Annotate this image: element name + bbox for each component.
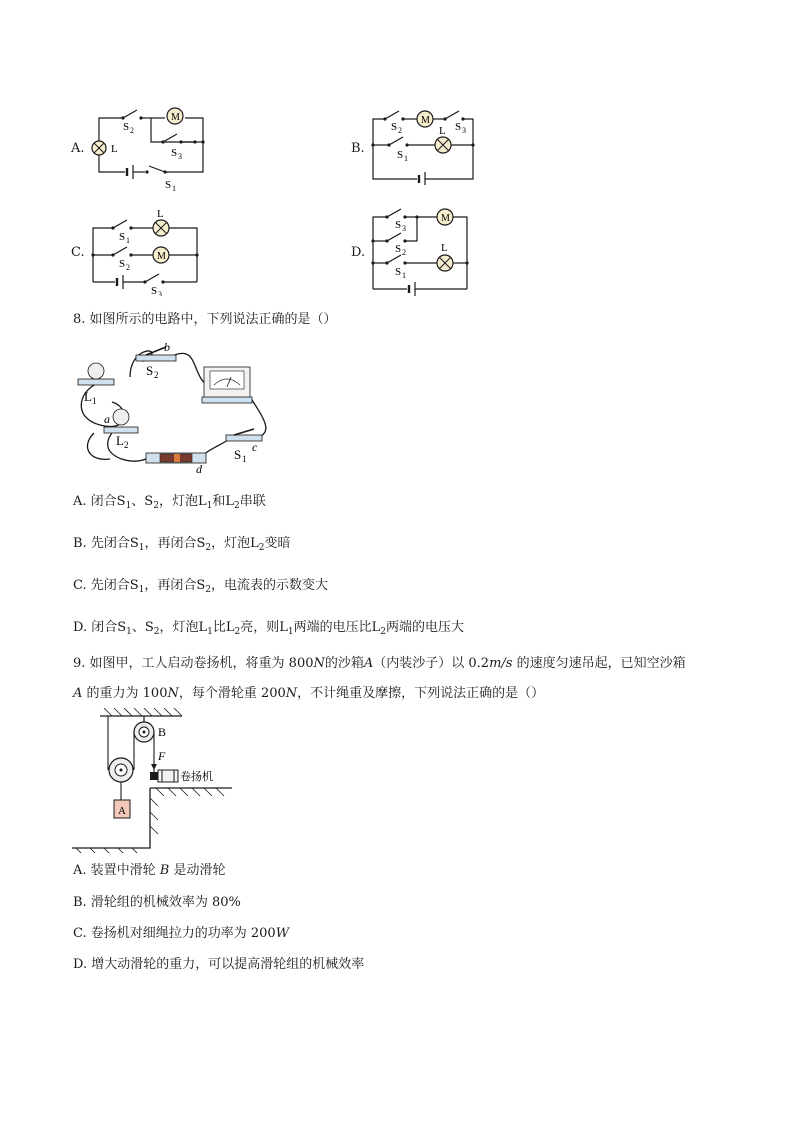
- lamp-symbol-a: [92, 141, 106, 155]
- s1-label-b: S: [397, 149, 404, 161]
- s3-label-c: S: [151, 285, 158, 296]
- lamp-label-b: L: [439, 125, 446, 137]
- pulley-movable: [109, 758, 133, 782]
- option-d-letter: D.: [351, 245, 366, 260]
- svg-text:3: 3: [402, 224, 406, 233]
- svg-text:3: 3: [158, 290, 162, 296]
- svg-text:1: 1: [242, 454, 247, 464]
- label-l1: L: [84, 389, 92, 404]
- motor-label-d: M: [441, 213, 450, 224]
- q8-option-b: B. 先闭合$S_1$，再闭合$S_2$，灯泡$L_2$变暗: [73, 536, 291, 553]
- ammeter-image: [202, 367, 252, 403]
- svg-text:3: 3: [462, 126, 466, 135]
- pulley-b: [134, 722, 154, 742]
- q9-option-b: B. 滑轮组的机械效率为 80%: [73, 895, 241, 910]
- label-a: a: [104, 412, 110, 426]
- question-9-stem-line1: 9. 如图甲，工人启动卷扬机，将重为 800N的沙箱A（内装沙子）以 0.2m/s 的速度匀速吊起，已知空沙箱: [73, 656, 686, 671]
- q9-pulley-figure: [72, 708, 252, 853]
- s1-label-d: S: [395, 266, 402, 278]
- svg-text:2: 2: [402, 248, 406, 257]
- lamp-label-d: L: [441, 242, 448, 254]
- svg-text:2: 2: [398, 126, 402, 135]
- s2-label-a: S: [123, 121, 130, 133]
- s3-label-a: S: [171, 147, 178, 159]
- circuit-diagram-d: [365, 203, 480, 298]
- lamp-symbol-d: [437, 255, 453, 271]
- circuit-diagram-b: [365, 105, 485, 185]
- s3-label-d: S: [395, 219, 402, 231]
- option-c-letter: C.: [71, 245, 85, 260]
- question-8-stem: 8. 如图所示的电路中，下列说法正确的是（）: [73, 312, 337, 327]
- motor-label-b: M: [421, 115, 430, 126]
- label-b: b: [164, 340, 170, 354]
- lamp-label-a: L: [111, 143, 118, 155]
- motor-label-c: M: [157, 251, 166, 262]
- svg-text:1: 1: [126, 236, 130, 245]
- svg-text:2: 2: [126, 263, 130, 272]
- circuit-diagram-c: [85, 206, 205, 296]
- lamp-symbol-c: [153, 220, 169, 236]
- pulley-label-b: B: [158, 725, 167, 739]
- lamp-l1-image: [78, 363, 114, 385]
- motor-label-a: M: [171, 112, 180, 123]
- option-a-letter: A.: [71, 141, 85, 156]
- lamp-label-c: L: [157, 208, 164, 220]
- question-9-stem-line2: A 的重力为 100N，每个滑轮重 200N，不计绳重及摩擦，下列说法正确的是（）: [73, 686, 545, 701]
- q9-option-d: D. 增大动滑轮的重力，可以提高滑轮组的机械效率: [73, 957, 365, 972]
- svg-text:1: 1: [92, 396, 97, 406]
- option-b-letter: B.: [351, 141, 365, 156]
- svg-text:1: 1: [402, 271, 406, 280]
- svg-text:1: 1: [172, 184, 176, 193]
- svg-text:2: 2: [130, 126, 134, 135]
- force-label-f: F: [158, 749, 166, 763]
- lamp-symbol-b: [435, 137, 451, 153]
- s2-label-d: S: [395, 243, 402, 255]
- label-c: c: [252, 440, 258, 454]
- winch-label: 卷扬机: [180, 771, 213, 783]
- s2-label-b: S: [391, 121, 398, 133]
- q8-option-c: C. 先闭合$S_1$，再闭合$S_2$，电流表的示数变大: [73, 578, 329, 595]
- s3-label-b: S: [455, 121, 462, 133]
- svg-text:2: 2: [154, 370, 159, 380]
- q9-option-a: A. 装置中滑轮 B 是动滑轮: [73, 863, 226, 878]
- label-d: d: [196, 462, 202, 476]
- switch-s2-image: [136, 355, 176, 361]
- label-s2: S: [146, 363, 154, 378]
- svg-text:2: 2: [124, 440, 129, 450]
- circuit-diagram-a: [85, 100, 215, 195]
- q8-option-a: A. 闭合$S_1$、$S_2$，灯泡$L_1$和$L_2$串联: [73, 494, 266, 511]
- sandbox-label-a: A: [118, 805, 126, 817]
- label-l2: L: [116, 433, 124, 448]
- s1-label-c: S: [119, 231, 126, 243]
- q8-circuit-figure: [70, 337, 270, 477]
- svg-text:3: 3: [178, 152, 182, 161]
- s1-label-a: S: [165, 179, 172, 191]
- q9-option-c: C. 卷扬机对细绳拉力的功率为 200W: [73, 926, 290, 941]
- q8-option-d: D. 闭合$S_1$、$S_2$，灯泡$L_1$比$L_2$亮，则$L_1$两端的电压比$L_2$两端的电压大: [73, 620, 465, 637]
- label-s1: S: [234, 447, 242, 462]
- s2-label-c: S: [119, 258, 126, 270]
- svg-text:1: 1: [404, 154, 408, 163]
